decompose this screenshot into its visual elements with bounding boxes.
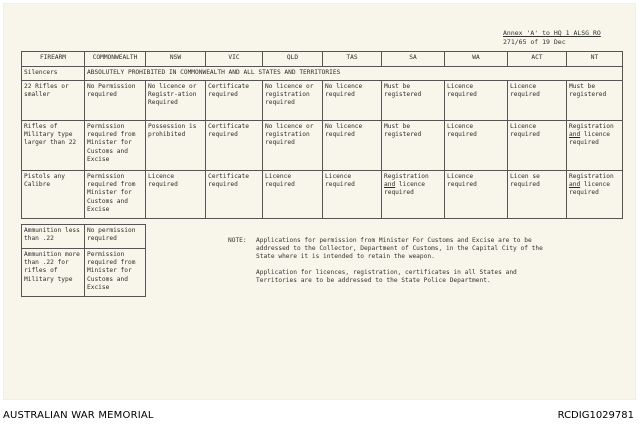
underlined-and: and	[569, 131, 581, 139]
header-vic: VIC	[206, 52, 263, 67]
table-cell: Licen se required	[508, 171, 567, 219]
note-paragraph-1: Applications for permission from Minister For Customs and Excise are to be addressed to the Collector, Department of Customs, in the Capital City of the State where it is intended to retain the weapon.	[256, 237, 543, 261]
table-row	[22, 81, 623, 121]
header-act: ACT	[508, 52, 567, 67]
header-sa: SA	[382, 52, 445, 67]
archive-footer	[0, 408, 640, 425]
archive-name: AUSTRALIAN WAR MEMORIAL	[3, 410, 154, 421]
annex-line-2: 271/65 of 19 Dec	[503, 37, 566, 46]
firearm-cell: Rifles of Military type larger than 22	[22, 121, 85, 171]
header-commonwealth: COMMONWEALTH	[85, 52, 146, 67]
header-nt: NT	[567, 52, 623, 67]
table-cell: Licence required	[445, 171, 508, 219]
note-label: NOTE:	[228, 237, 247, 244]
table-cell: Possession is prohibited	[146, 121, 206, 171]
table-cell: Licence required	[146, 171, 206, 219]
table-cell: Registration and licence required	[567, 121, 623, 171]
annex-reference	[503, 29, 623, 46]
header-nsw: NSW	[146, 52, 206, 67]
firearm-cell: Ammunition more than .22 for rifles of Military type	[22, 249, 85, 297]
silencers-row	[22, 67, 623, 81]
table-cell: Certificate required	[206, 81, 263, 121]
record-id: RCDIG1029781	[557, 410, 634, 421]
header-firearm: FIREARM	[22, 52, 85, 67]
note-text	[256, 237, 546, 292]
silencers-prohibited-cell: ABSOLUTELY PROHIBITED IN COMMONWEALTH AND ALL STATES AND TERRITORIES	[85, 67, 623, 81]
table-cell: Permission required from Minister for Customs and Excise	[85, 121, 146, 171]
table-cell: No licence required	[323, 121, 382, 171]
annex-line-1: Annex 'A' to HQ 1 ALSG RO	[503, 29, 601, 37]
table-cell: Must be registered	[382, 81, 445, 121]
header-tas: TAS	[323, 52, 382, 67]
table-cell: Licence required	[263, 171, 323, 219]
firearm-cell: 22 Rifles or smaller	[22, 81, 85, 121]
table-row	[22, 225, 146, 249]
table-cell: Licence required	[508, 81, 567, 121]
table-cell: No permission required	[85, 225, 146, 249]
table-cell: Must be registered	[382, 121, 445, 171]
table-row	[22, 121, 623, 171]
table-cell: Licence required	[445, 121, 508, 171]
note-paragraph-2: Application for licences, registration, certificates in all States and Territories are to be addressed to the State Police Department.	[256, 268, 517, 284]
header-row	[22, 52, 623, 67]
table-cell: No Permission required	[85, 81, 146, 121]
table-cell: Must be registered	[567, 81, 623, 121]
firearm-cell: Silencers	[22, 67, 85, 81]
table-cell: Licence required	[445, 81, 508, 121]
table-cell: Registration and licence required	[382, 171, 445, 219]
table-cell: No licence required	[323, 81, 382, 121]
underlined-and: and	[384, 181, 396, 189]
firearms-regulation-table	[21, 51, 623, 219]
header-wa: WA	[445, 52, 508, 67]
table-cell: Permission required from Minister for Customs and Excise	[85, 249, 146, 297]
table-cell: Licence required	[508, 121, 567, 171]
underlined-and: and	[569, 181, 581, 189]
ammunition-table	[21, 224, 146, 297]
table-cell: Certificate required	[206, 121, 263, 171]
table-cell: Certificate required	[206, 171, 263, 219]
table-cell: No licence or registration required	[263, 121, 323, 171]
firearm-cell: Ammunition less than .22	[22, 225, 85, 249]
table-row	[22, 249, 146, 297]
table-cell: Licence required	[323, 171, 382, 219]
table-cell: Permission required from Minister for Customs and Excise	[85, 171, 146, 219]
table-row	[22, 171, 623, 219]
header-qld: QLD	[263, 52, 323, 67]
firearm-cell: Pistols any Calibre	[22, 171, 85, 219]
table-cell: No licence or registration required	[263, 81, 323, 121]
table-cell: Registration and licence required	[567, 171, 623, 219]
table-cell: No licence or Registr-ation Required	[146, 81, 206, 121]
